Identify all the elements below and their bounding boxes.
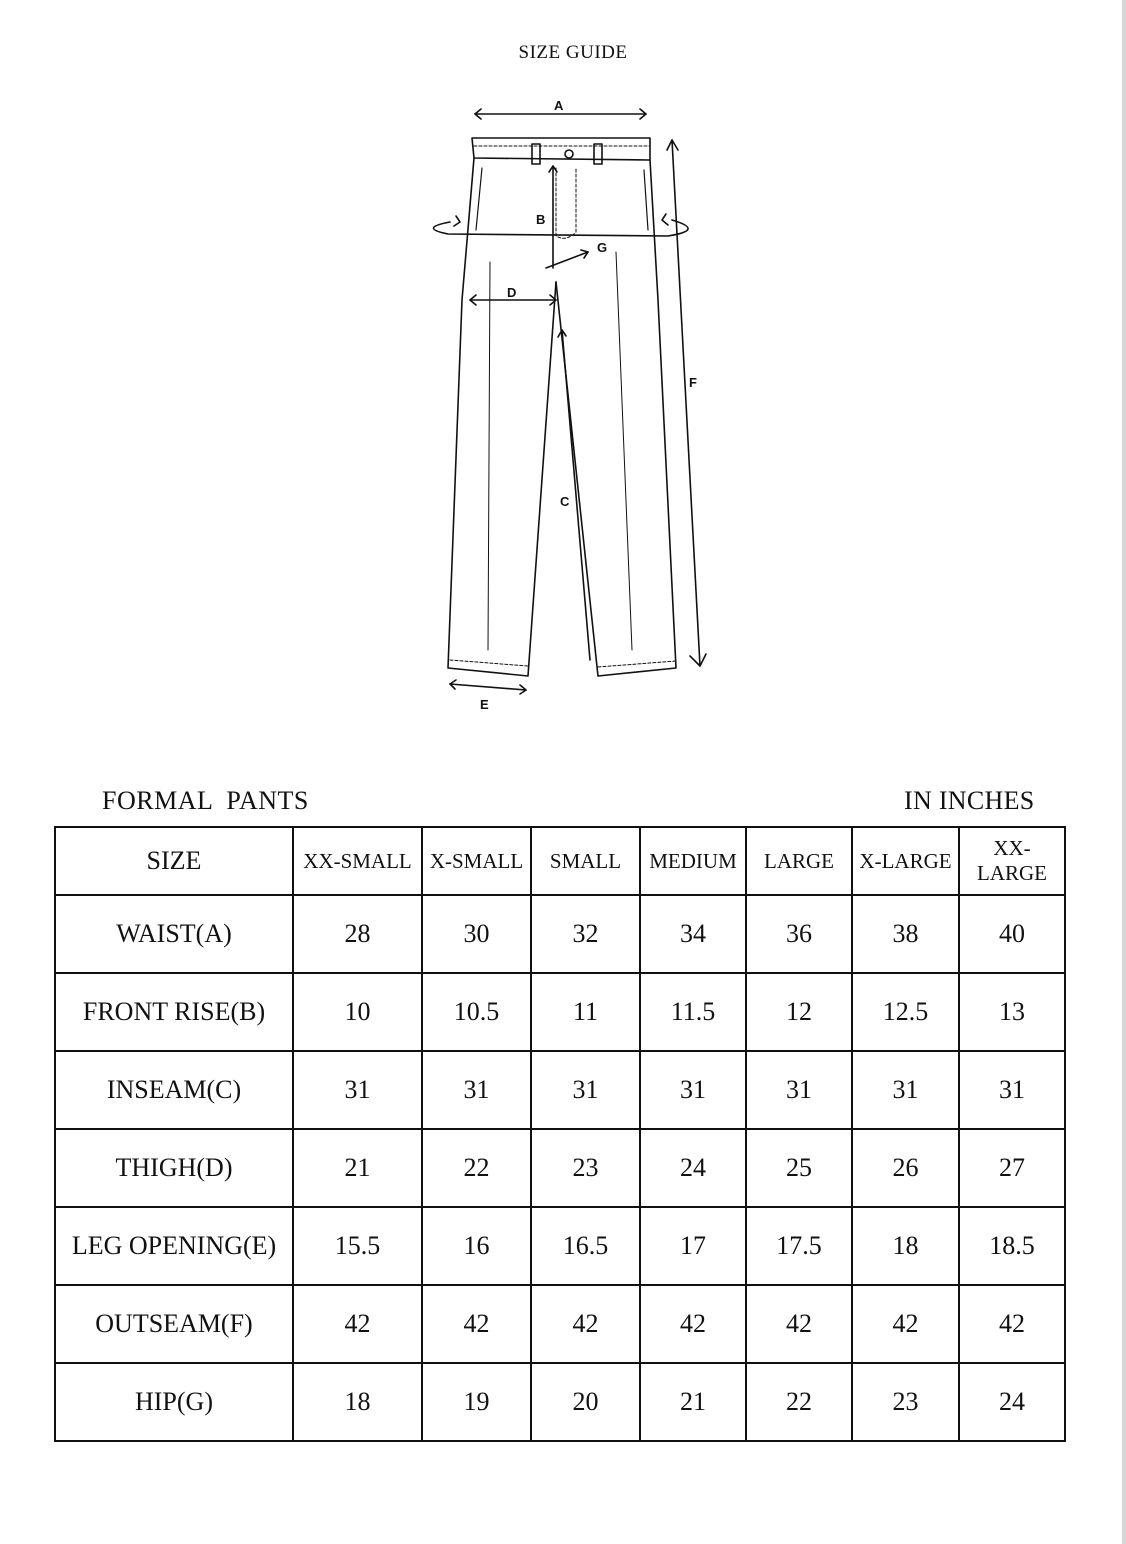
measurement-value: 27 <box>999 1153 1025 1182</box>
size-name: XX-SMALL <box>303 848 412 873</box>
measurement-value-cell <box>852 1129 959 1207</box>
measurement-value-cell <box>746 1207 852 1285</box>
measurement-value-cell <box>640 1285 746 1363</box>
measurement-value-cell <box>293 1363 422 1441</box>
measurement-value: 31 <box>999 1075 1025 1104</box>
measurement-value: 18 <box>344 1387 371 1416</box>
measurement-value-cell <box>746 973 852 1051</box>
measurement-value-cell <box>531 1363 640 1441</box>
size-name: XX-LARGE <box>977 836 1047 885</box>
measurement-value-cell <box>422 1285 531 1363</box>
size-header-cell <box>746 827 852 895</box>
measurement-value-cell <box>531 1285 640 1363</box>
measurement-value-cell <box>293 1051 422 1129</box>
measurement-value-cell <box>293 973 422 1051</box>
size-header-cell <box>531 827 640 895</box>
measurement-value-cell <box>422 895 531 973</box>
measurement-label: FRONT RISE(B) <box>82 997 266 1026</box>
measurement-value: 42 <box>344 1309 371 1338</box>
measurement-value: 26 <box>892 1153 919 1182</box>
measurement-value: 16.5 <box>562 1231 609 1260</box>
measurement-value-cell <box>852 1051 959 1129</box>
measurement-value-cell <box>959 973 1065 1051</box>
measurement-value-cell <box>422 1363 531 1441</box>
measurement-value-cell <box>959 1129 1065 1207</box>
measurement-value: 42 <box>892 1309 919 1338</box>
table-header-row <box>55 827 1065 895</box>
product-name: FORMAL PANTS <box>102 786 309 815</box>
table-row <box>55 1285 1065 1363</box>
measurement-value: 28 <box>344 919 371 948</box>
measurement-label-cell <box>55 973 293 1051</box>
measurement-value-cell <box>852 1285 959 1363</box>
measurement-value: 31 <box>892 1075 919 1104</box>
measurement-label: OUTSEAM(F) <box>95 1309 253 1338</box>
measurement-value: 40 <box>999 919 1025 948</box>
measurement-value: 11 <box>572 997 599 1026</box>
waistband-outline <box>472 138 650 164</box>
label-b: B <box>536 212 546 227</box>
measurement-value: 12.5 <box>882 997 929 1026</box>
table-row <box>55 895 1065 973</box>
size-header-cell <box>852 827 959 895</box>
measurement-value-cell <box>959 1285 1065 1363</box>
label-g: G <box>597 240 608 255</box>
outseam-arrow <box>667 140 706 666</box>
measurement-value: 21 <box>344 1153 371 1182</box>
size-name: SMALL <box>549 848 622 873</box>
measurement-value-cell <box>640 1207 746 1285</box>
measurement-value-cell <box>746 1285 852 1363</box>
measurement-value: 31 <box>680 1075 706 1104</box>
measurement-value: 23 <box>892 1387 919 1416</box>
measurement-value: 24 <box>999 1387 1025 1416</box>
measurement-label: INSEAM(C) <box>106 1075 242 1104</box>
measurement-label: THIGH(D) <box>115 1153 233 1182</box>
measurement-value-cell <box>640 1363 746 1441</box>
measurement-value: 31 <box>786 1075 812 1104</box>
measurement-label: HIP(G) <box>135 1387 213 1416</box>
measurement-value: 34 <box>680 919 706 948</box>
label-f: F <box>689 375 697 390</box>
measurement-value-cell <box>422 1207 531 1285</box>
unit-label: IN INCHES <box>904 786 1035 815</box>
measurement-value: 11.5 <box>670 997 716 1026</box>
measurement-value-cell <box>293 1285 422 1363</box>
size-header-cell <box>640 827 746 895</box>
label-e: E <box>480 697 489 712</box>
measurement-value-cell <box>746 895 852 973</box>
measurement-label: LEG OPENING(E) <box>71 1231 277 1260</box>
measurement-value: 32 <box>572 919 599 948</box>
measurement-value-cell <box>293 1129 422 1207</box>
measurement-value-cell <box>531 973 640 1051</box>
measurement-value: 42 <box>572 1309 599 1338</box>
table-row <box>55 973 1065 1051</box>
measurement-value: 31 <box>572 1075 599 1104</box>
measurement-value-cell <box>959 1207 1065 1285</box>
header-label-cell <box>55 827 293 895</box>
measurement-value: 42 <box>999 1309 1025 1338</box>
page-title: SIZE GUIDE <box>518 42 628 63</box>
table-row <box>55 1051 1065 1129</box>
measurement-value-cell <box>640 973 746 1051</box>
measurement-value: 23 <box>572 1153 599 1182</box>
table-row <box>55 1363 1065 1441</box>
hip-circumference-line <box>433 214 688 236</box>
measurement-value-cell <box>852 1363 959 1441</box>
measurement-value-cell <box>640 895 746 973</box>
measurement-value: 16 <box>463 1231 490 1260</box>
measurement-value: 24 <box>680 1153 706 1182</box>
measurement-label-cell <box>55 1285 293 1363</box>
measurement-value: 12 <box>786 997 812 1026</box>
size-chart-table <box>54 826 1066 1442</box>
size-header-cell <box>293 827 422 895</box>
page-edge-divider <box>1122 0 1126 1544</box>
measurement-label-cell <box>55 1051 293 1129</box>
measurement-value: 17 <box>680 1231 706 1260</box>
measurement-value: 22 <box>786 1387 812 1416</box>
measurement-value: 13 <box>999 997 1025 1026</box>
measurement-value-cell <box>422 1129 531 1207</box>
measurement-value: 42 <box>786 1309 812 1338</box>
size-name: LARGE <box>764 848 834 873</box>
measurement-value: 10.5 <box>453 997 500 1026</box>
measurement-value-cell <box>531 1051 640 1129</box>
measurement-value-cell <box>746 1051 852 1129</box>
measurement-value-cell <box>746 1363 852 1441</box>
measurement-value-cell <box>293 895 422 973</box>
size-name: MEDIUM <box>649 848 737 873</box>
measurement-label-cell <box>55 1129 293 1207</box>
pants-measurement-diagram <box>400 90 730 720</box>
measurement-value: 22 <box>463 1153 490 1182</box>
label-d: D <box>507 285 517 300</box>
measurement-value-cell <box>959 1363 1065 1441</box>
header-label: SIZE <box>146 846 202 875</box>
measurement-value: 42 <box>463 1309 490 1338</box>
size-name: X-LARGE <box>859 848 952 873</box>
measurement-value-cell <box>422 1051 531 1129</box>
measurement-value: 25 <box>786 1153 812 1182</box>
size-header-cell <box>422 827 531 895</box>
measurement-label-cell <box>55 1363 293 1441</box>
measurement-value-cell <box>852 895 959 973</box>
label-c: C <box>560 494 570 509</box>
measurement-value: 21 <box>680 1387 706 1416</box>
measurement-value-cell <box>959 895 1065 973</box>
measurement-value-cell <box>959 1051 1065 1129</box>
measurement-value: 10 <box>344 997 371 1026</box>
size-header-cell <box>959 827 1065 895</box>
measurement-value: 20 <box>572 1387 599 1416</box>
measurement-value-cell <box>422 973 531 1051</box>
label-a: A <box>554 98 564 113</box>
measurement-value-cell <box>746 1129 852 1207</box>
measurement-value-cell <box>531 895 640 973</box>
measurement-value: 15.5 <box>334 1231 381 1260</box>
measurement-value: 42 <box>680 1309 706 1338</box>
measurement-value: 38 <box>892 919 919 948</box>
measurement-value-cell <box>531 1129 640 1207</box>
measurement-label-cell <box>55 1207 293 1285</box>
measurement-value: 36 <box>786 919 812 948</box>
measurement-value-cell <box>852 973 959 1051</box>
measurement-value-cell <box>640 1051 746 1129</box>
table-row <box>55 1207 1065 1285</box>
measurement-value: 18 <box>892 1231 919 1260</box>
measurement-value: 30 <box>463 919 490 948</box>
measurement-value: 31 <box>463 1075 490 1104</box>
measurement-value: 31 <box>344 1075 371 1104</box>
size-name: X-SMALL <box>429 848 524 873</box>
measurement-value-cell <box>640 1129 746 1207</box>
measurement-value: 19 <box>463 1387 490 1416</box>
table-row <box>55 1129 1065 1207</box>
leg-opening-arrow <box>450 680 526 694</box>
measurement-value-cell <box>531 1207 640 1285</box>
measurement-label-cell <box>55 895 293 973</box>
measurement-value: 18.5 <box>989 1231 1035 1260</box>
measurement-label: WAIST(A) <box>116 919 232 948</box>
measurement-value: 17.5 <box>776 1231 822 1260</box>
measurement-value-cell <box>293 1207 422 1285</box>
measurement-value-cell <box>852 1207 959 1285</box>
